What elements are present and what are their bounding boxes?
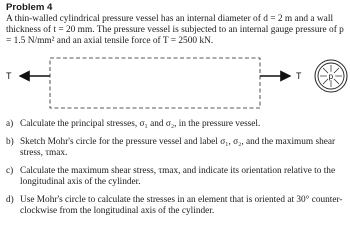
right-force-label: T (296, 71, 302, 81)
left-force-arrow (6, 71, 50, 81)
cross-section-icon (315, 60, 347, 92)
question-b (6, 137, 348, 159)
question-letter: b) (6, 137, 14, 147)
problem-statement: A thin-walled cylindrical pressure vessel has an internal diameter of d = 2 m and a wall thickness of t = 20 mm. The pressure vessel is subjected to an internal gauge pressure of p = 1.5 N/mm² and an axial tensile force of T = 2500 kN. (6, 14, 344, 47)
right-force-arrow (260, 71, 302, 81)
question-d (6, 195, 348, 217)
question-c (6, 166, 348, 188)
left-force-label: T (6, 71, 12, 81)
question-text: Use Mohr's circle to calculate the stresses in an element that is oriented at 30° counter-clockwise from the longitudinal axis of the cylinder. (20, 195, 343, 216)
question-text: Calculate the principal stresses, σ₁ and σ₂, in the pressure vessel. (20, 119, 261, 129)
pressure-vessel-figure (0, 49, 350, 119)
question-letter: a) (6, 119, 14, 129)
pressure-label: p (328, 72, 334, 81)
question-letter: c) (6, 166, 14, 176)
question-a (6, 119, 348, 130)
question-text: Sketch Mohr's circle for the pressure vessel and label σ₁, σ₂, and the maximum shear stress, τmax. (20, 137, 336, 158)
problem-title: Problem 4 (6, 2, 53, 13)
question-text: Calculate the maximum shear stress, τmax, and indicate its orientation relative to the longitudinal axis of the cylinder. (20, 166, 336, 187)
question-letter: d) (6, 195, 14, 205)
cylinder-body (50, 58, 260, 108)
question-list (6, 119, 348, 224)
